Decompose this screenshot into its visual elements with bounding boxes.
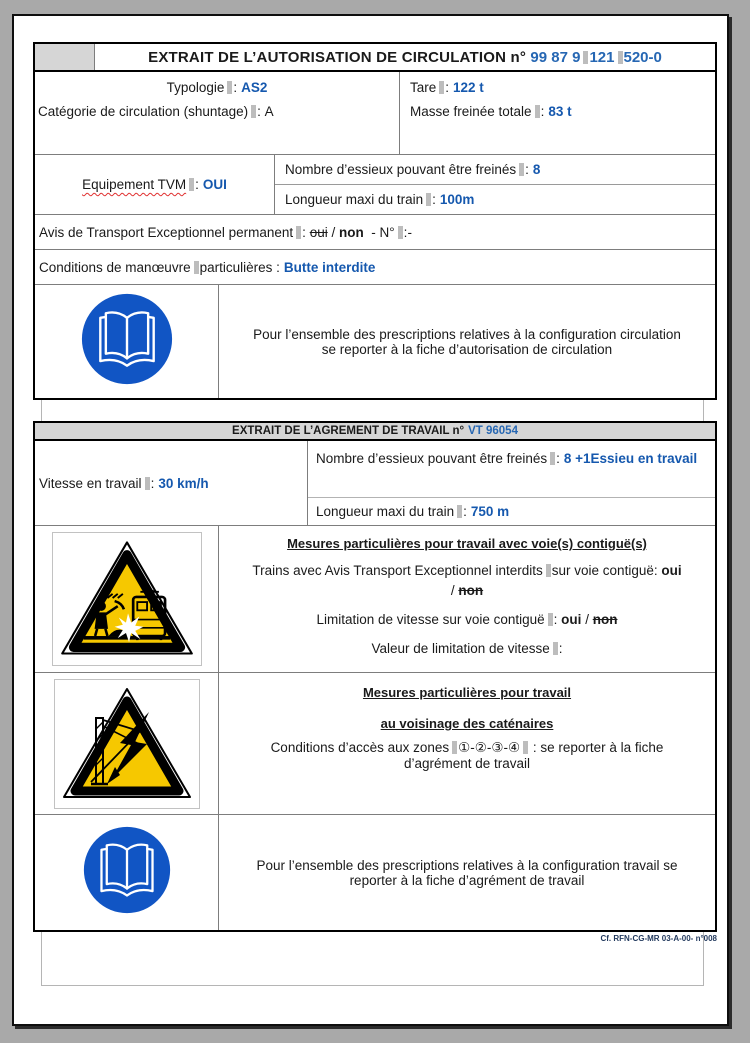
form-field-mark: [457, 505, 462, 518]
typologie-tare-row: [35, 70, 715, 154]
travail-number: VT 96054: [468, 425, 518, 437]
zones-value: ①-②-③-④: [458, 740, 521, 755]
circulation-header-row: [35, 44, 715, 70]
travail-note-line2: reporter à la fiche d’agrément de travail: [349, 872, 585, 888]
conditions-value: Butte interdite: [283, 259, 376, 275]
circulation-header-spacer-cell: [35, 44, 95, 70]
circulation-table: [33, 42, 717, 400]
form-field-mark: [194, 261, 199, 274]
open-book-icon: [81, 293, 173, 390]
vitesse-label: Vitesse en travail: [39, 475, 142, 491]
catenaires-title2: au voisinage des caténaires: [380, 716, 554, 731]
travail-note-row: [35, 814, 715, 930]
ate-value: -: [407, 224, 412, 240]
tare-label: Tare: [410, 80, 437, 95]
book-icon-cell-2: [35, 815, 219, 930]
colon: :: [233, 80, 238, 95]
colon: :: [432, 192, 436, 207]
form-field-mark: [189, 178, 194, 191]
colon: :: [302, 224, 306, 240]
circulation-title-cell: [95, 44, 715, 70]
vitesse-row: [35, 439, 715, 525]
travail-header-row: [35, 423, 715, 439]
colon: :: [463, 504, 467, 519]
circulation-note-line2: se reporter à la fiche d’autorisation de circulation: [321, 341, 613, 357]
ate-label: Avis de Transport Exceptionnel permanent: [39, 224, 294, 240]
colon: :: [556, 451, 560, 466]
tare-cell: [400, 72, 715, 154]
circulation-note-cell: [219, 285, 715, 398]
colon: :: [558, 641, 563, 656]
longueur-value: 100m: [439, 192, 475, 207]
travail-longueur-label: Longueur maxi du train: [316, 504, 455, 519]
form-field-mark: [618, 51, 623, 64]
typologie-label: Typologie: [166, 80, 225, 95]
vitesse-value: 30 km/h: [158, 475, 209, 491]
essieux-label: Nombre d’essieux pouvant être freinés: [285, 162, 517, 177]
form-field-mark: [426, 193, 431, 206]
colon: :: [445, 80, 450, 95]
travail-table: [33, 421, 717, 932]
form-field-mark: [523, 741, 528, 754]
circulation-note-line1: Pour l’ensemble des prescriptions relatives à la configuration circulation: [253, 326, 681, 342]
typologie-value: AS2: [241, 80, 268, 95]
ate-suffix: - N°: [371, 224, 395, 240]
typologie-line: [35, 80, 399, 95]
valeur-limitation-label: Valeur de limitation de vitesse: [371, 641, 550, 656]
ate-contigue-label2: sur voie contiguë:: [551, 563, 658, 578]
voie-contigue-title: Mesures particulières pour travail avec voie(s) contiguë(s): [287, 536, 647, 551]
tvm-row: [35, 154, 715, 214]
essieux-line: [275, 155, 715, 184]
colon: :: [195, 177, 199, 192]
ate-non: non: [339, 224, 364, 240]
document-reference: Cf. RFN-CG-MR 03-A-00- n°008: [600, 934, 717, 943]
form-field-mark: [227, 81, 232, 94]
circulation-number-part1: 99 87 9: [530, 48, 581, 66]
ate-contigue-line2: [451, 583, 483, 598]
form-field-mark: [546, 564, 551, 577]
conditions-label2: particulières :: [199, 259, 280, 275]
tare-value: 122 t: [453, 80, 484, 95]
vitesse-cell: [35, 441, 308, 525]
limitation-line: [317, 612, 618, 627]
colon: :: [540, 104, 545, 119]
tare-line: [410, 80, 715, 95]
slash: /: [450, 583, 455, 598]
colon: :: [553, 612, 558, 627]
circulation-title: EXTRAIT DE L’AUTORISATION DE CIRCULATION n°: [148, 48, 531, 66]
conditions-row: [35, 249, 715, 284]
travail-longueur-line: [308, 497, 715, 525]
circulation-number-part2: 121: [589, 48, 615, 66]
zones-line2: d’agrément de travail: [403, 756, 531, 771]
colon: :: [525, 162, 529, 177]
form-field-mark: [398, 226, 403, 239]
form-field-mark: [251, 105, 256, 118]
zones-line: [271, 740, 664, 756]
colon: :: [257, 104, 261, 119]
limitation-label: Limitation de vitesse sur voie contiguë: [316, 612, 545, 627]
tvm-line: [82, 177, 227, 192]
travail-essieux-value: 8 +1Essieu en travail: [563, 451, 698, 466]
tvm-label: Equipement TVM: [82, 177, 187, 192]
categorie-label: Catégorie de circulation (shuntage): [38, 104, 249, 119]
travail-braking-cells: [308, 441, 715, 525]
form-field-mark: [519, 163, 524, 176]
zones-label: Conditions d’accès aux zones: [270, 740, 450, 755]
typologie-cell: [35, 72, 400, 154]
vitesse-line: [39, 476, 209, 491]
limitation-non-struck: non: [592, 612, 618, 627]
catenaires-row: [35, 672, 715, 814]
form-field-mark: [583, 51, 588, 64]
form-field-mark: [548, 613, 553, 626]
ate-oui-struck: oui: [309, 224, 328, 240]
braking-cells: [275, 155, 715, 214]
open-book-icon: [83, 826, 171, 919]
travail-essieux-line: [308, 441, 715, 497]
conditions-label: Conditions de manœuvre: [39, 259, 191, 275]
longueur-label: Longueur maxi du train: [285, 192, 424, 207]
catenary-warning-cell: [35, 673, 219, 814]
masse-value: 83 t: [548, 104, 572, 119]
circulation-number-part3: 520-0: [623, 48, 662, 66]
circulation-note-row: [35, 284, 715, 398]
worker-near-train-warning-icon: [52, 532, 202, 666]
catenaires-title1: Mesures particulières pour travail: [362, 685, 572, 700]
form-field-mark: [550, 452, 555, 465]
catenaires-content: [219, 673, 715, 814]
categorie-value: A: [264, 104, 274, 119]
slash: /: [585, 612, 589, 627]
travail-longueur-value: 750 m: [470, 504, 510, 519]
ate-contigue-non-struck: non: [458, 583, 484, 598]
colon: :: [150, 475, 155, 491]
form-field-mark: [535, 105, 540, 118]
ate-contigue-oui: oui: [661, 563, 682, 578]
essieux-value: 8: [532, 162, 541, 177]
colon: :: [403, 224, 408, 240]
form-field-mark: [553, 642, 558, 655]
masse-label: Masse freinée totale: [410, 104, 532, 119]
travail-title: EXTRAIT DE L’AGREMENT DE TRAVAIL n°: [232, 425, 465, 437]
longueur-line: [275, 184, 715, 214]
valeur-limitation-line: [371, 641, 562, 656]
ate-row: [35, 214, 715, 249]
ate-contigue-label: Trains avec Avis Transport Exceptionnel interdits: [252, 563, 543, 578]
form-field-mark: [145, 477, 150, 490]
voie-contigue-row: [35, 525, 715, 672]
tvm-cell: [35, 155, 275, 214]
form-field-mark: [452, 741, 457, 754]
voie-contigue-content: [219, 526, 715, 672]
masse-line: [410, 104, 715, 119]
limitation-oui: oui: [561, 612, 582, 627]
travail-essieux-label: Nombre d’essieux pouvant être freinés: [316, 451, 548, 466]
travail-note-cell: [219, 815, 715, 930]
document-page: [12, 14, 729, 1026]
form-field-mark: [439, 81, 444, 94]
electrical-hazard-catenary-icon: [54, 679, 200, 809]
tvm-value: OUI: [202, 177, 227, 192]
slash: /: [331, 224, 336, 240]
form-field-mark: [296, 226, 301, 239]
worksite-warning-cell: [35, 526, 219, 672]
travail-note-line1: Pour l’ensemble des prescriptions relatives à la configuration travail se: [256, 857, 678, 873]
categorie-line: [35, 104, 399, 119]
ate-contigue-line: [252, 563, 681, 578]
book-icon-cell: [35, 285, 219, 398]
zones-suffix: : se reporter à la fiche: [532, 740, 664, 755]
